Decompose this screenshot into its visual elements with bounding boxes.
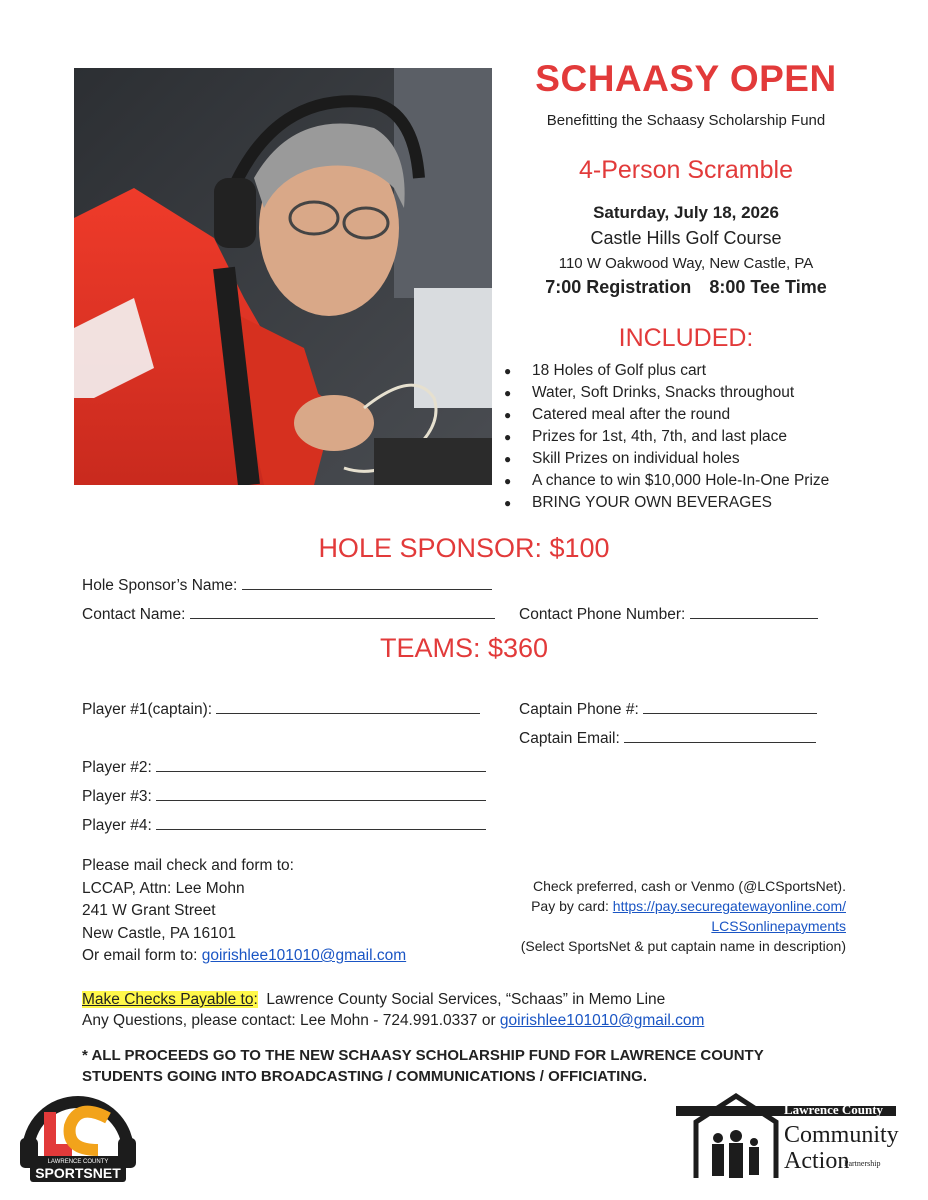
bullet-icon: ●: [504, 452, 512, 466]
player4-field[interactable]: [82, 815, 486, 835]
logo-line1: Lawrence County: [784, 1102, 884, 1117]
sponsor-name-blank[interactable]: [242, 575, 492, 590]
player1-label: Player #1(captain):: [82, 701, 213, 718]
event-times: [496, 277, 876, 298]
contact-phone-blank[interactable]: [690, 604, 818, 619]
event-date: Saturday, July 18, 2026: [593, 203, 779, 222]
sponsor-name-field[interactable]: [82, 575, 492, 595]
player3-blank[interactable]: [156, 786, 486, 801]
captain-phone-label: Captain Phone #:: [519, 701, 639, 718]
questions-email-link[interactable]: goirishlee101010@gmail.com: [499, 1012, 705, 1029]
included-list: [504, 360, 830, 514]
list-item: ● Catered meal after the round: [532, 404, 829, 426]
captain-email-blank[interactable]: [624, 728, 816, 743]
player1-blank[interactable]: [216, 699, 480, 714]
sportsnet-logo: [18, 1080, 138, 1184]
bullet-icon: ●: [504, 408, 512, 422]
logo-small-text: LAWRENCE COUNTY: [47, 1159, 109, 1165]
event-title: SCHAASY OPEN: [535, 58, 837, 99]
contact-phone-field[interactable]: [519, 604, 818, 624]
bullet-icon: ●: [504, 386, 512, 400]
logo-line2: Community: [784, 1122, 899, 1148]
community-action-logo: [676, 1092, 902, 1180]
captain-phone-field[interactable]: [519, 699, 817, 719]
event-subtitle: Benefitting the Schaasy Scholarship Fund: [546, 112, 826, 129]
teams-heading: TEAMS: $360: [379, 633, 549, 663]
player3-field[interactable]: [82, 786, 486, 806]
contact-phone-label: Contact Phone Number:: [519, 606, 686, 623]
sponsor-name-label: Hole Sponsor’s Name:: [82, 577, 238, 594]
player2-label: Player #2:: [82, 759, 152, 776]
player4-blank[interactable]: [156, 815, 486, 830]
player3-label: Player #3:: [82, 788, 152, 805]
mail-email-link[interactable]: goirishlee101010@gmail.com: [201, 947, 407, 964]
captain-phone-blank[interactable]: [643, 699, 817, 714]
registration-time: 7:00 Registration: [545, 277, 692, 297]
event-course: Castle Hills Golf Course: [590, 228, 782, 248]
logo-main-text: SPORTSNET: [35, 1165, 121, 1181]
player1-field[interactable]: [82, 699, 480, 719]
player2-field[interactable]: [82, 757, 486, 777]
payment-link-cont[interactable]: LCSSonlinepayments: [711, 918, 846, 934]
contact-name-field[interactable]: [82, 604, 495, 624]
mail-instructions: Please mail check and form to: LCCAP, Attn: Lee Mohn 241 W Grant Street New Castle, PA 16101 Or email form to: goirishlee101010@gmail.com: [82, 857, 407, 964]
bullet-icon: ●: [504, 430, 512, 444]
payable-info: Make Checks Payable to: Lawrence County Social Services, “Schaas” in Memo Line Any Questions, please contact: Lee Mohn - 724.991.0337 or goirishlee101010@gmail.com: [82, 991, 705, 1029]
event-address: 110 W Oakwood Way, New Castle, PA: [558, 255, 814, 272]
list-item: ● 18 Holes of Golf plus cart: [532, 360, 829, 382]
broadcaster-photo: [74, 68, 492, 485]
tee-time: 8:00 Tee Time: [709, 277, 827, 297]
captain-email-label: Captain Email:: [519, 730, 620, 747]
list-item: ● Water, Soft Drinks, Snacks throughout: [532, 382, 829, 404]
sponsor-heading: HOLE SPONSOR: $100: [318, 533, 610, 563]
payment-info: Check preferred, cash or Venmo (@LCSportsNet). Pay by card: https://pay.securegatewayonline.com/ LCSSonlinepayments (Select SportsNet & put captain name in description): [520, 878, 846, 954]
bullet-icon: ●: [504, 474, 512, 488]
player4-label: Player #4:: [82, 817, 152, 834]
list-item: ● BRING YOUR OWN BEVERAGES: [532, 492, 829, 514]
list-item: ● Prizes for 1st, 4th, 7th, and last place: [532, 426, 829, 448]
event-format: 4-Person Scramble: [579, 156, 793, 184]
contact-name-blank[interactable]: [190, 604, 495, 619]
player2-blank[interactable]: [156, 757, 486, 772]
proceeds-notice: * ALL PROCEEDS GO TO THE NEW SCHAASY SCHOLARSHIP FUND FOR LAWRENCE COUNTY STUDENTS GOING INTO BROADCASTING / COMMUNICATIONS / OFFICIATING.: [82, 1047, 764, 1085]
list-item: ● A chance to win $10,000 Hole-In-One Prize: [532, 470, 829, 492]
included-heading: INCLUDED:: [618, 324, 754, 352]
contact-name-label: Contact Name:: [82, 606, 186, 623]
logo-line4: Partnership: [844, 1159, 881, 1168]
logo-line3: Action: [784, 1148, 850, 1174]
payable-highlight: Make Checks Payable to: [82, 991, 254, 1008]
bullet-icon: ●: [504, 496, 512, 510]
captain-email-field[interactable]: [519, 728, 816, 748]
bullet-icon: ●: [504, 364, 512, 378]
payment-link[interactable]: https://pay.securegatewayonline.com/: [612, 898, 846, 914]
list-item: ● Skill Prizes on individual holes: [532, 448, 829, 470]
